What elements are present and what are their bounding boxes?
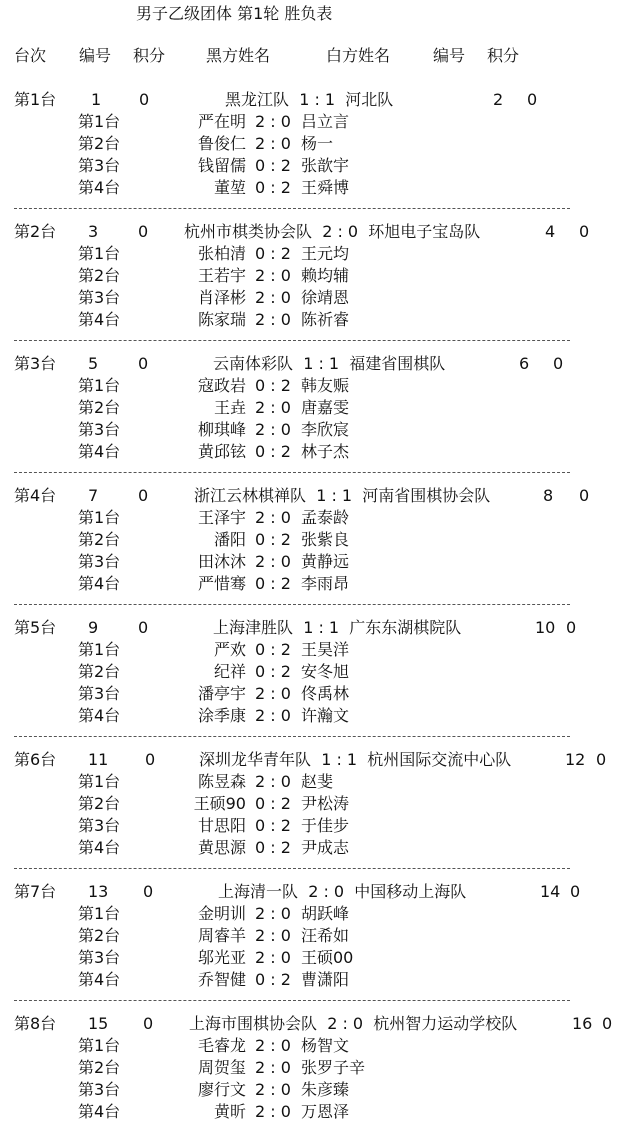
- black-player-name: 邬光亚: [197, 948, 246, 967]
- spacer: [335, 90, 345, 109]
- white-player-name: 胡跃峰: [301, 904, 350, 923]
- team-a-number: 9: [88, 618, 99, 637]
- white-player-name: 王舜博: [301, 178, 350, 197]
- team-a-number: 7: [88, 486, 99, 505]
- game-result: 2 : 0: [255, 266, 291, 285]
- header-black: 黑方姓名: [206, 46, 271, 65]
- white-player-name: 安冬旭: [301, 662, 350, 681]
- team-b-score: 0: [579, 486, 590, 505]
- white-player-name: 吕立言: [301, 112, 350, 131]
- white-player-name: 林子杰: [301, 442, 350, 461]
- white-player-name: 朱彦臻: [301, 1080, 350, 1099]
- team-b-score: 0: [570, 882, 581, 901]
- team-b-name: 中国移动上海队: [354, 882, 467, 901]
- white-player-name: 赵斐: [301, 772, 334, 791]
- game-board-label: 第1台: [78, 772, 121, 791]
- game-board-label: 第2台: [78, 1058, 121, 1077]
- black-player-name: 潘亭宇: [197, 684, 246, 703]
- team-b-score: 0: [553, 354, 564, 373]
- team-a-number: 3: [88, 222, 99, 241]
- team-b-score: 0: [566, 618, 577, 637]
- spacer: [363, 1014, 373, 1033]
- match-table-label: 第5台: [14, 618, 57, 637]
- black-player-name: 乔智健: [197, 970, 246, 989]
- game-board-label: 第2台: [78, 794, 121, 813]
- white-player-name: 万恩泽: [301, 1102, 350, 1121]
- black-player-name: 陈昱森: [197, 772, 246, 791]
- game-board-label: 第4台: [78, 442, 121, 461]
- game-board-label: 第2台: [78, 530, 121, 549]
- spacer: [358, 222, 368, 241]
- black-player-name: 王若宇: [197, 266, 246, 285]
- spacer: [289, 90, 299, 109]
- game-board-label: 第3台: [78, 156, 121, 175]
- team-b-number: 2: [493, 90, 504, 109]
- black-player-name: 黄昕: [213, 1102, 246, 1121]
- black-player-name: 寇政岩: [197, 376, 246, 395]
- game-result: 2 : 0: [255, 552, 291, 571]
- dashed-divider: [14, 868, 570, 869]
- game-board-label: 第4台: [78, 706, 121, 725]
- team-a-score: 0: [145, 750, 156, 769]
- team-a-number: 15: [88, 1014, 109, 1033]
- white-player-name: 孟泰龄: [301, 508, 350, 527]
- white-player-name: 徐靖恩: [301, 288, 350, 307]
- game-board-label: 第1台: [78, 1036, 121, 1055]
- game-result: 2 : 0: [255, 684, 291, 703]
- game-result: 0 : 2: [255, 838, 291, 857]
- black-player-name: 张柏清: [197, 244, 246, 263]
- dashed-divider: [14, 1000, 570, 1001]
- white-player-name: 赖均辅: [301, 266, 350, 285]
- header-score2: 积分: [487, 46, 520, 65]
- team-b-number: 4: [545, 222, 556, 241]
- black-player-name: 潘阳: [213, 530, 246, 549]
- spacer: [293, 618, 303, 637]
- team-b-score: 0: [602, 1014, 613, 1033]
- team-b-name: 河北队: [345, 90, 394, 109]
- game-result: 0 : 2: [255, 376, 291, 395]
- team-a-score: 0: [139, 90, 150, 109]
- game-result: 2 : 0: [255, 420, 291, 439]
- white-player-name: 杨智文: [301, 1036, 350, 1055]
- spacer: [352, 486, 362, 505]
- match-table-label: 第6台: [14, 750, 57, 769]
- team-a-name: 深圳龙华青年队: [199, 750, 312, 769]
- game-board-label: 第1台: [78, 112, 121, 131]
- game-result: 0 : 2: [255, 178, 291, 197]
- game-board-label: 第4台: [78, 178, 121, 197]
- white-player-name: 于佳步: [301, 816, 350, 835]
- game-result: 2 : 0: [255, 288, 291, 307]
- game-result: 2 : 0: [255, 1058, 291, 1077]
- black-player-name: 涂季康: [197, 706, 246, 725]
- game-result: 2 : 0: [255, 310, 291, 329]
- team-a-number: 5: [88, 354, 99, 373]
- black-player-name: 周贺玺: [197, 1058, 246, 1077]
- match-teams-line: [213, 618, 461, 638]
- game-board-label: 第3台: [78, 948, 121, 967]
- black-player-name: 肖泽彬: [197, 288, 246, 307]
- team-b-number: 14: [540, 882, 561, 901]
- game-result: 0 : 2: [255, 156, 291, 175]
- team-a-name: 黑龙江队: [225, 90, 290, 109]
- black-player-name: 金明训: [197, 904, 246, 923]
- team-a-number: 13: [88, 882, 109, 901]
- match-teams-line: [189, 1014, 517, 1034]
- game-result: 2 : 0: [255, 1036, 291, 1055]
- header-num2: 编号: [433, 46, 466, 65]
- black-player-name: 王泽宇: [197, 508, 246, 527]
- game-result: 2 : 0: [255, 948, 291, 967]
- white-player-name: 杨一: [301, 134, 334, 153]
- game-result: 2 : 0: [255, 706, 291, 725]
- spacer: [293, 354, 303, 373]
- match-table-label: 第4台: [14, 486, 57, 505]
- game-result: 0 : 2: [255, 970, 291, 989]
- match-teams-line: [199, 750, 511, 770]
- black-player-name: 鲁俊仁: [197, 134, 246, 153]
- match-result: 2 : 0: [308, 882, 345, 901]
- team-b-name: 环旭电子宝岛队: [368, 222, 481, 241]
- game-result: 2 : 0: [255, 904, 291, 923]
- game-board-label: 第4台: [78, 838, 121, 857]
- match-result: 1 : 1: [316, 486, 353, 505]
- team-a-score: 0: [138, 354, 149, 373]
- match-result: 2 : 0: [322, 222, 359, 241]
- white-player-name: 张罗子辛: [301, 1058, 366, 1077]
- header-num: 编号: [79, 46, 112, 65]
- game-board-label: 第4台: [78, 574, 121, 593]
- match-table-label: 第1台: [14, 90, 57, 109]
- white-player-name: 王昊洋: [301, 640, 350, 659]
- white-player-name: 陈祈睿: [301, 310, 350, 329]
- black-player-name: 王硕90: [193, 794, 246, 813]
- team-b-score: 0: [579, 222, 590, 241]
- team-a-score: 0: [138, 222, 149, 241]
- game-result: 0 : 2: [255, 442, 291, 461]
- team-a-score: 0: [138, 618, 149, 637]
- match-result: 1 : 1: [303, 354, 340, 373]
- game-result: 2 : 0: [255, 398, 291, 417]
- game-result: 0 : 2: [255, 574, 291, 593]
- team-b-number: 12: [565, 750, 586, 769]
- team-b-score: 0: [527, 90, 538, 109]
- spacer: [357, 750, 367, 769]
- game-result: 2 : 0: [255, 1080, 291, 1099]
- black-player-name: 柳琪峰: [197, 420, 246, 439]
- black-player-name: 严惜骞: [197, 574, 246, 593]
- team-b-number: 8: [543, 486, 554, 505]
- dashed-divider: [14, 472, 570, 473]
- game-board-label: 第4台: [78, 970, 121, 989]
- game-result: 2 : 0: [255, 926, 291, 945]
- team-a-score: 0: [143, 882, 154, 901]
- match-result: 1 : 1: [303, 618, 340, 637]
- black-player-name: 毛睿龙: [197, 1036, 246, 1055]
- header-table: 台次: [14, 46, 47, 65]
- team-a-name: 上海市围棋协会队: [189, 1014, 318, 1033]
- game-board-label: 第3台: [78, 552, 121, 571]
- game-board-label: 第2台: [78, 662, 121, 681]
- spacer: [306, 486, 316, 505]
- game-result: 2 : 0: [255, 112, 291, 131]
- team-a-name: 杭州市棋类协会队: [184, 222, 313, 241]
- dashed-divider: [14, 604, 570, 605]
- black-player-name: 黄邱铉: [197, 442, 246, 461]
- game-result: 0 : 2: [255, 794, 291, 813]
- match-table-label: 第8台: [14, 1014, 57, 1033]
- header-score: 积分: [133, 46, 166, 65]
- white-player-name: 尹松涛: [301, 794, 350, 813]
- game-board-label: 第3台: [78, 684, 121, 703]
- team-a-name: 云南体彩队: [213, 354, 294, 373]
- game-result: 0 : 2: [255, 530, 291, 549]
- black-player-name: 董堃: [213, 178, 246, 197]
- black-player-name: 严欢: [213, 640, 246, 659]
- game-board-label: 第1台: [78, 244, 121, 263]
- spacer: [339, 618, 349, 637]
- team-b-number: 16: [572, 1014, 593, 1033]
- dashed-divider: [14, 208, 570, 209]
- white-player-name: 李雨昂: [301, 574, 350, 593]
- spacer: [339, 354, 349, 373]
- team-a-name: 上海津胜队: [213, 618, 294, 637]
- game-board-label: 第3台: [78, 288, 121, 307]
- match-teams-line: [194, 486, 490, 506]
- spacer: [312, 222, 322, 241]
- match-table-label: 第2台: [14, 222, 57, 241]
- match-result: 1 : 1: [321, 750, 358, 769]
- white-player-name: 曹潇阳: [301, 970, 350, 989]
- match-teams-line: [218, 882, 466, 902]
- game-result: 2 : 0: [255, 508, 291, 527]
- white-player-name: 韩友赈: [301, 376, 350, 395]
- game-board-label: 第1台: [78, 904, 121, 923]
- black-player-name: 严在明: [197, 112, 246, 131]
- page-title: 男子乙级团体 第1轮 胜负表: [136, 4, 333, 23]
- black-player-name: 钱留儒: [197, 156, 246, 175]
- team-a-name: 上海清一队: [218, 882, 299, 901]
- black-player-name: 黄思源: [197, 838, 246, 857]
- spacer: [344, 882, 354, 901]
- game-board-label: 第2台: [78, 266, 121, 285]
- team-a-score: 0: [138, 486, 149, 505]
- white-player-name: 尹成志: [301, 838, 350, 857]
- white-player-name: 王元均: [301, 244, 350, 263]
- game-result: 0 : 2: [255, 662, 291, 681]
- white-player-name: 许瀚文: [301, 706, 350, 725]
- white-player-name: 汪希如: [301, 926, 350, 945]
- game-result: 2 : 0: [255, 1102, 291, 1121]
- header-white: 白方姓名: [326, 46, 391, 65]
- game-board-label: 第2台: [78, 134, 121, 153]
- dashed-divider: [14, 340, 570, 341]
- game-board-label: 第4台: [78, 310, 121, 329]
- dashed-divider: [14, 736, 570, 737]
- team-b-name: 河南省围棋协会队: [362, 486, 491, 505]
- match-table-label: 第3台: [14, 354, 57, 373]
- white-player-name: 张紫良: [301, 530, 350, 549]
- game-result: 0 : 2: [255, 640, 291, 659]
- black-player-name: 王垚: [213, 398, 246, 417]
- game-board-label: 第2台: [78, 398, 121, 417]
- white-player-name: 黄静远: [301, 552, 350, 571]
- team-b-number: 6: [519, 354, 530, 373]
- white-player-name: 王硕00: [301, 948, 354, 967]
- match-teams-line: [213, 354, 445, 374]
- game-board-label: 第4台: [78, 1102, 121, 1121]
- game-board-label: 第3台: [78, 420, 121, 439]
- black-player-name: 周睿羊: [197, 926, 246, 945]
- match-teams-line: [225, 90, 393, 110]
- game-result: 2 : 0: [255, 134, 291, 153]
- team-a-number: 1: [91, 90, 102, 109]
- team-a-score: 0: [143, 1014, 154, 1033]
- game-board-label: 第1台: [78, 508, 121, 527]
- black-player-name: 田沐沐: [197, 552, 246, 571]
- match-table-label: 第7台: [14, 882, 57, 901]
- white-player-name: 张歆宇: [301, 156, 350, 175]
- game-board-label: 第1台: [78, 376, 121, 395]
- spacer: [317, 1014, 327, 1033]
- team-b-name: 广东东湖棋院队: [349, 618, 462, 637]
- white-player-name: 李欣宸: [301, 420, 350, 439]
- game-board-label: 第2台: [78, 926, 121, 945]
- spacer: [311, 750, 321, 769]
- black-player-name: 甘思阳: [197, 816, 246, 835]
- black-player-name: 纪祥: [213, 662, 246, 681]
- game-result: 2 : 0: [255, 772, 291, 791]
- team-b-name: 杭州国际交流中心队: [367, 750, 512, 769]
- white-player-name: 唐嘉雯: [301, 398, 350, 417]
- match-result: 2 : 0: [327, 1014, 364, 1033]
- black-player-name: 陈家瑞: [197, 310, 246, 329]
- match-teams-line: [184, 222, 480, 242]
- game-result: 0 : 2: [255, 816, 291, 835]
- team-b-score: 0: [596, 750, 607, 769]
- black-player-name: 廖行文: [197, 1080, 246, 1099]
- team-a-name: 浙江云林棋禅队: [194, 486, 307, 505]
- team-b-name: 杭州智力运动学校队: [373, 1014, 518, 1033]
- game-board-label: 第3台: [78, 1080, 121, 1099]
- game-board-label: 第3台: [78, 816, 121, 835]
- team-b-number: 10: [535, 618, 556, 637]
- game-result: 0 : 2: [255, 244, 291, 263]
- spacer: [298, 882, 308, 901]
- team-b-name: 福建省围棋队: [349, 354, 446, 373]
- team-a-number: 11: [88, 750, 109, 769]
- white-player-name: 佟禹林: [301, 684, 350, 703]
- match-result: 1 : 1: [299, 90, 336, 109]
- game-board-label: 第1台: [78, 640, 121, 659]
